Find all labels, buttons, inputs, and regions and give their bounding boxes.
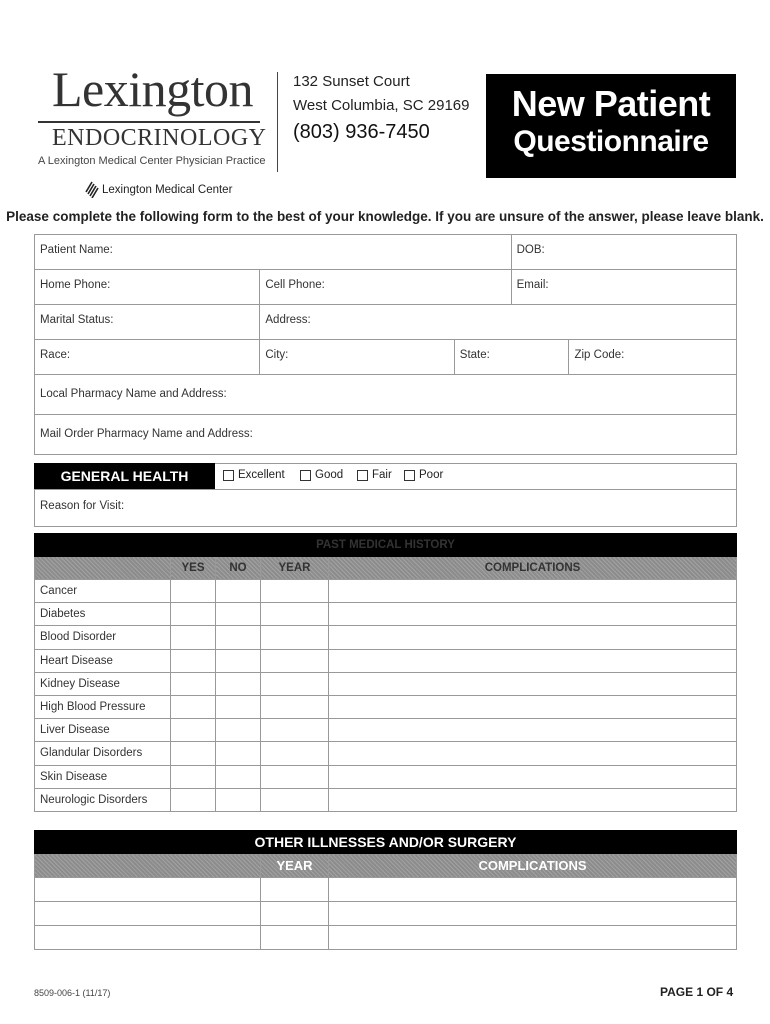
logo-tagline: A Lexington Medical Center Physician Practice (38, 155, 266, 167)
year-cell[interactable] (261, 695, 329, 718)
phone-number: (803) 936-7450 (293, 121, 430, 143)
complications-cell[interactable] (329, 695, 737, 718)
row-name (35, 235, 736, 270)
year-cell[interactable] (261, 926, 329, 949)
pmh-header-no: NO (216, 557, 261, 580)
row-marital (35, 305, 736, 340)
row-phone (35, 270, 736, 305)
form-title-line2: Questionnaire (513, 125, 709, 158)
other-header-complications: COMPLICATIONS (478, 858, 587, 873)
yes-cell[interactable] (171, 649, 216, 672)
illness-cell[interactable] (35, 902, 261, 926)
form-title-line1: New Patient (511, 83, 711, 124)
checkbox-excellent[interactable] (223, 470, 234, 481)
other-illnesses-title: OTHER ILLNESSES AND/OR SURGERY (35, 831, 737, 854)
other-row (35, 878, 737, 902)
pmh-row (35, 672, 737, 695)
yes-cell[interactable] (171, 765, 216, 788)
pmh-row (35, 788, 737, 811)
local-pharmacy-field[interactable]: Local Pharmacy Name and Address: (40, 388, 227, 400)
yes-cell[interactable] (171, 788, 216, 811)
year-cell[interactable] (261, 902, 329, 925)
logo-endocrinology: ENDOCRINOLOGY (52, 125, 267, 151)
general-health-divider (34, 489, 737, 490)
address-line1: 132 Sunset Court (293, 73, 410, 90)
no-cell[interactable] (216, 742, 261, 765)
other-header-year: YEAR (261, 854, 329, 877)
option-label: Poor (419, 469, 444, 481)
no-cell[interactable] (216, 603, 261, 626)
no-cell[interactable] (216, 788, 261, 811)
complications-cell[interactable] (329, 742, 737, 765)
general-health-topline (215, 463, 737, 464)
condition-label: High Blood Pressure (35, 695, 171, 718)
row-mail-pharmacy (35, 415, 736, 455)
condition-label: Glandular Disorders (35, 742, 171, 765)
no-cell[interactable] (216, 765, 261, 788)
year-cell[interactable] (261, 742, 329, 765)
instructions: Please complete the following form to the best of your knowledge. If you are unsure of the answer, please leave blank. (6, 209, 764, 224)
complications-cell[interactable] (329, 878, 736, 901)
zip-field[interactable]: Zip Code: (574, 349, 625, 361)
no-cell[interactable] (216, 695, 261, 718)
complications-cell[interactable] (329, 719, 737, 742)
row-race (35, 340, 736, 375)
patient-info-grid (34, 234, 737, 455)
condition-label: Skin Disease (35, 765, 171, 788)
year-cell[interactable] (261, 788, 329, 811)
pmh-row (35, 580, 737, 603)
health-option-poor[interactable] (404, 469, 443, 481)
pmh-header-yes: YES (171, 557, 216, 580)
checkbox-fair[interactable] (357, 470, 368, 481)
condition-label: Cancer (35, 580, 171, 603)
other-cells (261, 926, 737, 950)
no-cell[interactable] (216, 649, 261, 672)
complications-cell[interactable] (329, 788, 737, 811)
yes-cell[interactable] (171, 742, 216, 765)
race-field[interactable]: Race: (35, 340, 260, 374)
complications-cell[interactable] (329, 603, 737, 626)
health-option-excellent[interactable] (223, 469, 285, 481)
lmc-name: Lexington Medical Center (102, 184, 233, 196)
logo-divider (38, 121, 260, 123)
general-health-title: GENERAL HEALTH (34, 463, 215, 489)
pmh-row (35, 719, 737, 742)
pmh-row (35, 626, 737, 649)
year-cell[interactable] (261, 719, 329, 742)
other-cells (261, 878, 737, 902)
other-header-blank (35, 854, 261, 878)
complications-cell[interactable] (329, 765, 737, 788)
illness-cell[interactable] (35, 878, 261, 902)
yes-cell[interactable] (171, 695, 216, 718)
condition-label: Neurologic Disorders (35, 788, 171, 811)
no-cell[interactable] (216, 719, 261, 742)
mail-pharmacy-field[interactable]: Mail Order Pharmacy Name and Address: (40, 428, 253, 440)
year-cell[interactable] (261, 765, 329, 788)
pmh-title: PAST MEDICAL HISTORY (35, 534, 737, 557)
form-number: 8509-006-1 (11/17) (34, 988, 111, 998)
no-cell[interactable] (216, 672, 261, 695)
pmh-header-blank (35, 557, 171, 580)
marital-status-field[interactable]: Marital Status: (35, 305, 260, 339)
cell-phone-field[interactable]: Cell Phone: (260, 270, 511, 304)
lmc-logo-icon (84, 178, 100, 198)
condition-label: Kidney Disease (35, 672, 171, 695)
pmh-row (35, 765, 737, 788)
no-cell[interactable] (216, 626, 261, 649)
address-field[interactable]: Address: (265, 314, 311, 326)
pmh-row (35, 742, 737, 765)
yes-cell[interactable] (171, 580, 216, 603)
pmh-row (35, 603, 737, 626)
year-cell[interactable] (261, 878, 329, 901)
health-option-fair[interactable] (357, 469, 392, 481)
condition-label: Heart Disease (35, 649, 171, 672)
logo-lexington: Lexington (52, 61, 254, 117)
condition-label: Blood Disorder (35, 626, 171, 649)
page-number: PAGE 1 OF 4 (660, 985, 734, 999)
header-divider (277, 72, 278, 172)
option-label: Good (315, 469, 344, 481)
yes-cell[interactable] (171, 603, 216, 626)
complications-cell[interactable] (329, 649, 737, 672)
year-cell[interactable] (261, 580, 329, 603)
yes-cell[interactable] (171, 719, 216, 742)
yes-cell[interactable] (171, 626, 216, 649)
past-medical-history-table (34, 533, 737, 812)
email-field[interactable]: Email: (516, 279, 549, 291)
other-illnesses-table (34, 830, 737, 950)
yes-cell[interactable] (171, 672, 216, 695)
year-cell[interactable] (261, 626, 329, 649)
option-label: Excellent (238, 469, 285, 481)
illness-cell[interactable] (35, 926, 261, 950)
pmh-row (35, 649, 737, 672)
complications-cell[interactable] (329, 672, 737, 695)
home-phone-field[interactable]: Home Phone: (35, 270, 260, 304)
option-label: Fair (372, 469, 392, 481)
address-line2: West Columbia, SC 29169 (293, 97, 470, 114)
checkbox-poor[interactable] (404, 470, 415, 481)
form-title-box (486, 74, 736, 178)
other-row (35, 902, 737, 926)
other-cells (261, 902, 737, 926)
condition-label: Liver Disease (35, 719, 171, 742)
condition-label: Diabetes (35, 603, 171, 626)
year-cell[interactable] (261, 672, 329, 695)
complications-cell[interactable] (329, 580, 737, 603)
city-field[interactable]: City: (260, 340, 454, 374)
health-option-good[interactable] (300, 469, 343, 481)
complications-cell[interactable] (329, 926, 736, 949)
pmh-header-year: YEAR (261, 557, 329, 580)
patient-name-field[interactable]: Patient Name: (35, 235, 512, 269)
year-cell[interactable] (261, 649, 329, 672)
other-header-cols (261, 854, 737, 878)
no-cell[interactable] (216, 580, 261, 603)
row-local-pharmacy (35, 375, 736, 415)
checkbox-good[interactable] (300, 470, 311, 481)
pmh-header-complications: COMPLICATIONS (329, 557, 737, 580)
state-field[interactable]: State: (455, 340, 570, 374)
reason-for-visit-field[interactable]: Reason for Visit: (40, 500, 125, 512)
other-row (35, 926, 737, 950)
dob-field[interactable]: DOB: (516, 244, 545, 256)
complications-cell[interactable] (329, 626, 737, 649)
year-cell[interactable] (261, 603, 329, 626)
complications-cell[interactable] (329, 902, 736, 925)
pmh-row (35, 695, 737, 718)
